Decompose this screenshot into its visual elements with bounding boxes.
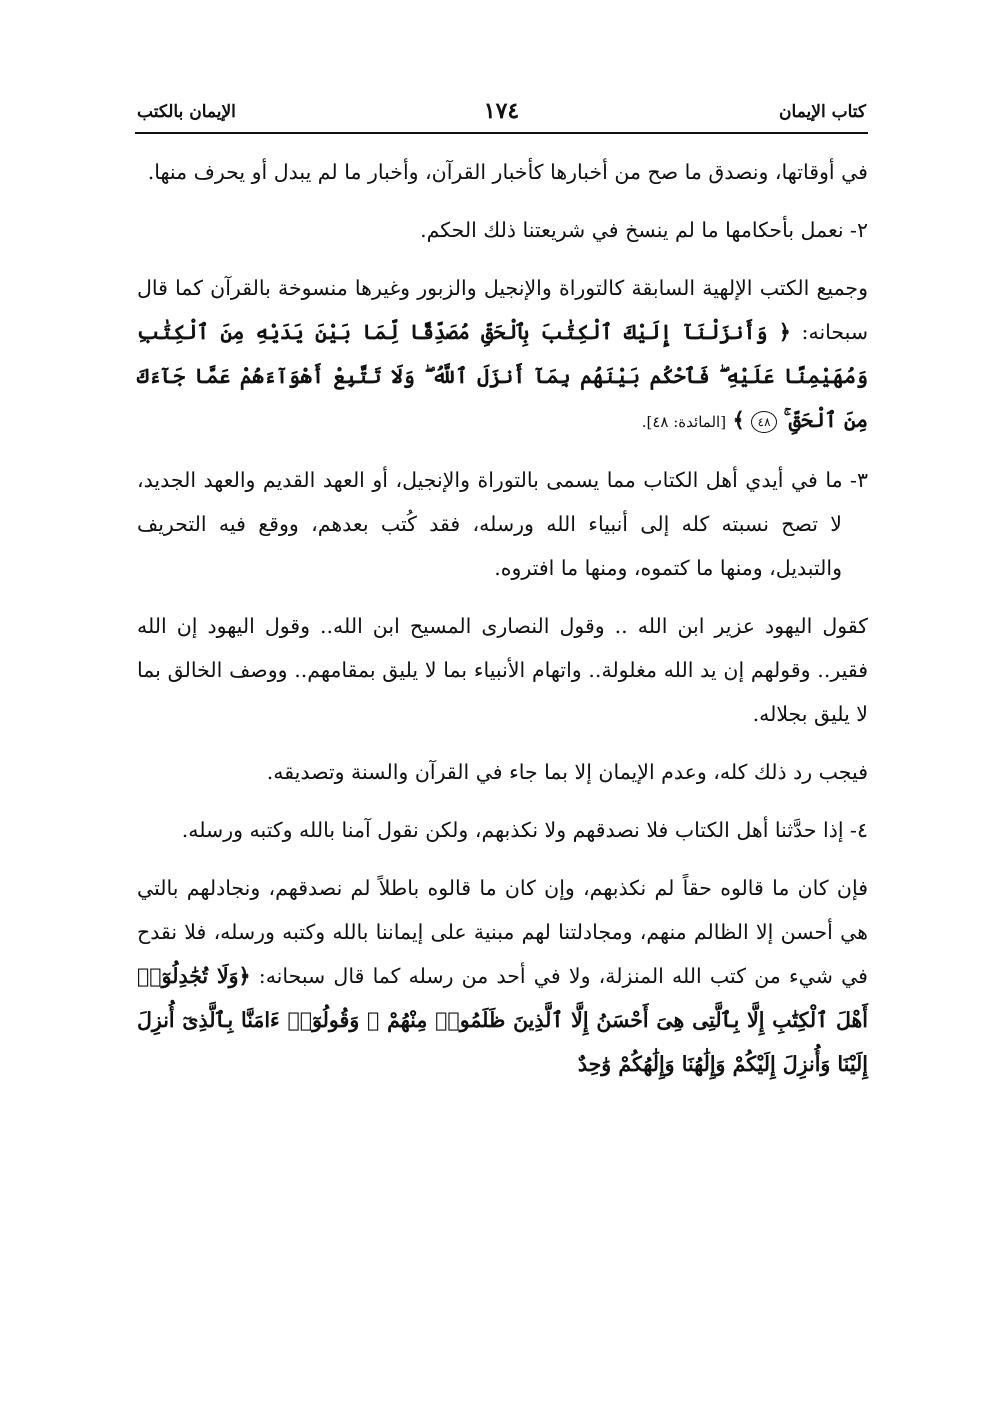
chapter-title: الإيمان بالكتب <box>137 102 236 122</box>
paragraph-abrogation-text: وجميع الكتب الإلهية السابقة كالتوراة والإنجيل والزبور وغيرها منسوخة بالقرآن كما قال سبحانه: <box>137 276 868 344</box>
verse-reference: [المائدة: ٤٨]. <box>641 413 727 431</box>
book-title: كتاب الإيمان <box>779 102 866 122</box>
paragraph-debate-text: فإن كان ما قالوه حقاً لم نكذبهم، وإن كان ما قالوه باطلاً لم نصدقهم، ونجادلهم بالتي هي أحسن إلا الظالم منهم، ومجادلتنا لهم مبنية على إيماننا بالله وكتبه ورسله، فلا نقدح في شيء من كتب الله المنزلة، ولا في أحد من رسله كما قال سبحانه: <box>137 876 868 988</box>
quran-close-bracket: ﴾ <box>732 408 745 432</box>
point-4: ٤- إذا حدَّثنا أهل الكتاب فلا نصدقهم ولا نكذبهم، ولكن نقول آمنا بالله وكتبه ورسله. <box>181 818 868 842</box>
page-header <box>135 98 868 134</box>
point-3: ٣- ما في أيدي أهل الكتاب مما يسمى بالتوراة والإنجيل، أو العهد القديم والعهد الجديد، لا تصح نسبته كله إلى أنبياء الله ورسله، فقد كُتب بعدهم، ووقع فيه التحريف والتبديل، ومنها ما كتموه، ومنها ما افتروه. <box>137 468 868 580</box>
ayah-number: ٤٨ <box>751 411 777 433</box>
paragraph-examples: كقول اليهود عزير ابن الله .. وقول النصارى المسيح ابن الله.. وقول اليهود إن الله فقير.. وقولهم إن يد الله مغلولة.. واتهام الأنبياء بما لا يليق بمقامهم.. ووصف الخالق بما لا يليق بجلاله. <box>137 614 868 726</box>
quran-verse-ankabut: ﴿وَلَا تُجَٰدِلُوٓا۟ أَهْلَ ٱلْكِتَٰبِ إِلَّا بِٱلَّتِى هِىَ أَحْسَنُ إِلَّا ٱلَّذِينَ ظَلَمُوا۟ مِنْهُمْ ۖ وَقُولُوٓا۟ ءَامَنَّا بِٱلَّذِىٓ أُنزِلَ إِلَيْنَا وَأُنزِلَ إِلَيْكُمْ وَإِلَٰهُنَا وَإِلَٰهُكُمْ وَٰحِدٌ <box>137 964 868 1076</box>
point-2: ٢- نعمل بأحكامها ما لم ينسخ في شريعتنا ذلك الحكم. <box>420 218 868 242</box>
paragraph-abrogation <box>137 266 868 444</box>
quran-verse-maidah: ﴿ وَأَنزَلْنَآ إِلَيْكَ ٱلْكِتَٰبَ بِٱلْحَقِّ مُصَدِّقًا لِّمَا بَيْنَ يَدَيْهِ مِنَ ٱلْكِتَٰبِ وَمُهَيْمِنًا عَلَيْهِ ۖ فَٱحْكُم بَيْنَهُم بِمَآ أَنزَلَ ٱللَّهُ ۖ وَلَا تَتَّبِعْ أَهْوَآءَهُمْ عَمَّا جَآءَكَ مِنَ ٱلْحَقِّ ۚ <box>137 320 868 432</box>
paragraph-rejection: فيجب رد ذلك كله، وعدم الإيمان إلا بما جاء في القرآن والسنة وتصديقه. <box>266 760 868 784</box>
paragraph-1: في أوقاتها، ونصدق ما صح من أخبارها كأخبار القرآن، وأخبار ما لم يبدل أو يحرف منها. <box>147 160 868 184</box>
page-number: ١٧٤ <box>483 98 520 124</box>
paragraph-debate <box>137 866 868 1086</box>
body-text <box>137 150 868 1100</box>
